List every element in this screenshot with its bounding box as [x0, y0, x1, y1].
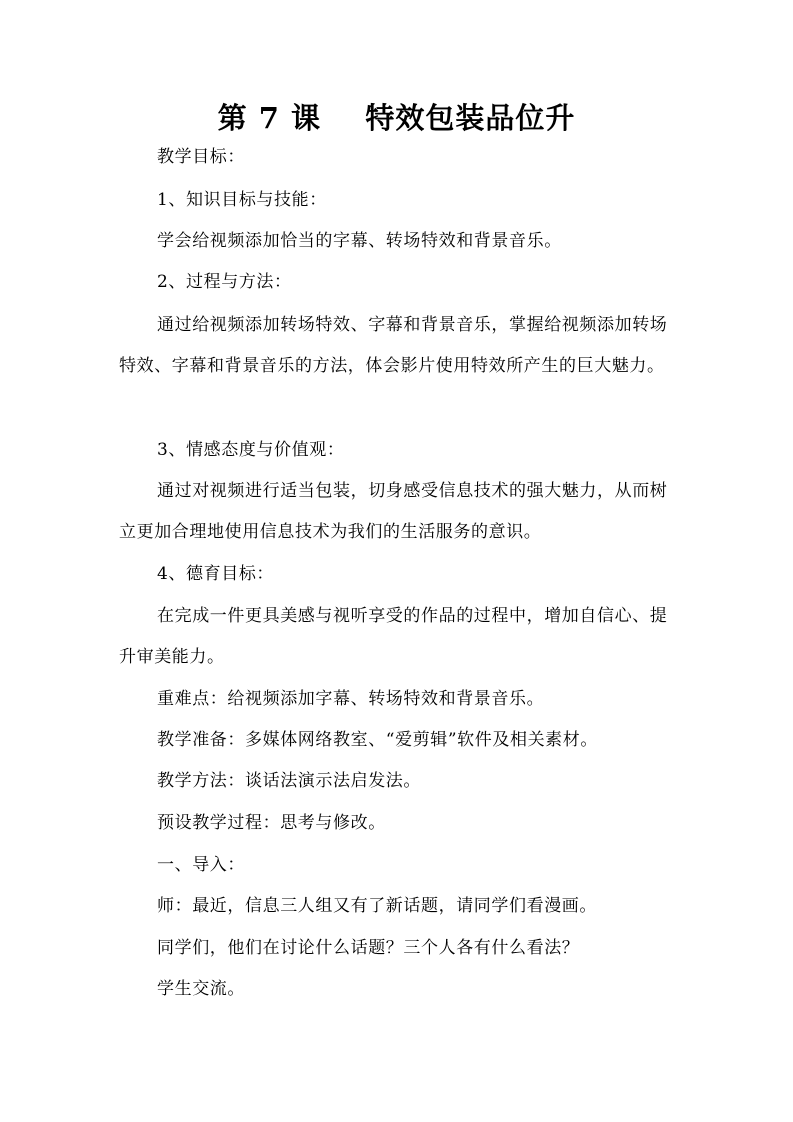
paragraph-question: 同学们，他们在讨论什么话题？三个人各有什么看法？ [157, 938, 580, 958]
paragraph-process-method: 2、过程与方法： [157, 272, 292, 292]
paragraph-teaching-method: 教学方法：谈话法演示法启发法。 [157, 771, 421, 791]
paragraph-teaching-goals: 教学目标： [157, 147, 245, 167]
paragraph-key-points: 重难点：给视频添加字幕、转场特效和背景音乐。 [157, 689, 545, 709]
paragraph-process-content: 通过给视频添加转场特效、字幕和背景音乐，掌握给视频添加转场特效、字幕和背景音乐的方法，体会影片使用特效所产生的巨大魅力。 [119, 315, 668, 376]
paragraph-attitude-values: 3、情感态度与价值观： [157, 440, 345, 460]
paragraph-preparation: 教学准备：多媒体网络教室、“爱剪辑”软件及相关素材。 [157, 730, 598, 750]
paragraph-knowledge-content: 学会给视频添加恰当的字幕、转场特效和背景音乐。 [157, 231, 562, 251]
document-title: 第 7 课 特效包装品位升 [217, 101, 576, 135]
paragraph-moral-content: 在完成一件更具美感与视听享受的作品的过程中，增加自信心、提升审美能力。 [119, 606, 668, 667]
paragraph-teacher-line: 师：最近，信息三人组又有了新话题，请同学们看漫画。 [157, 896, 597, 916]
paragraph-introduction: 一、导入： [157, 855, 245, 875]
paragraph-knowledge-goal: 1、知识目标与技能： [157, 190, 327, 210]
paragraph-teaching-process: 预设教学过程：思考与修改。 [157, 813, 386, 833]
paragraph-student-exchange: 学生交流。 [157, 979, 245, 999]
paragraph-attitude-content: 通过对视频进行适当包装，切身感受信息技术的强大魅力，从而树立更加合理地使用信息技术为我们的生活服务的意识。 [119, 481, 668, 542]
paragraph-moral-goal: 4、德育目标： [157, 564, 275, 584]
